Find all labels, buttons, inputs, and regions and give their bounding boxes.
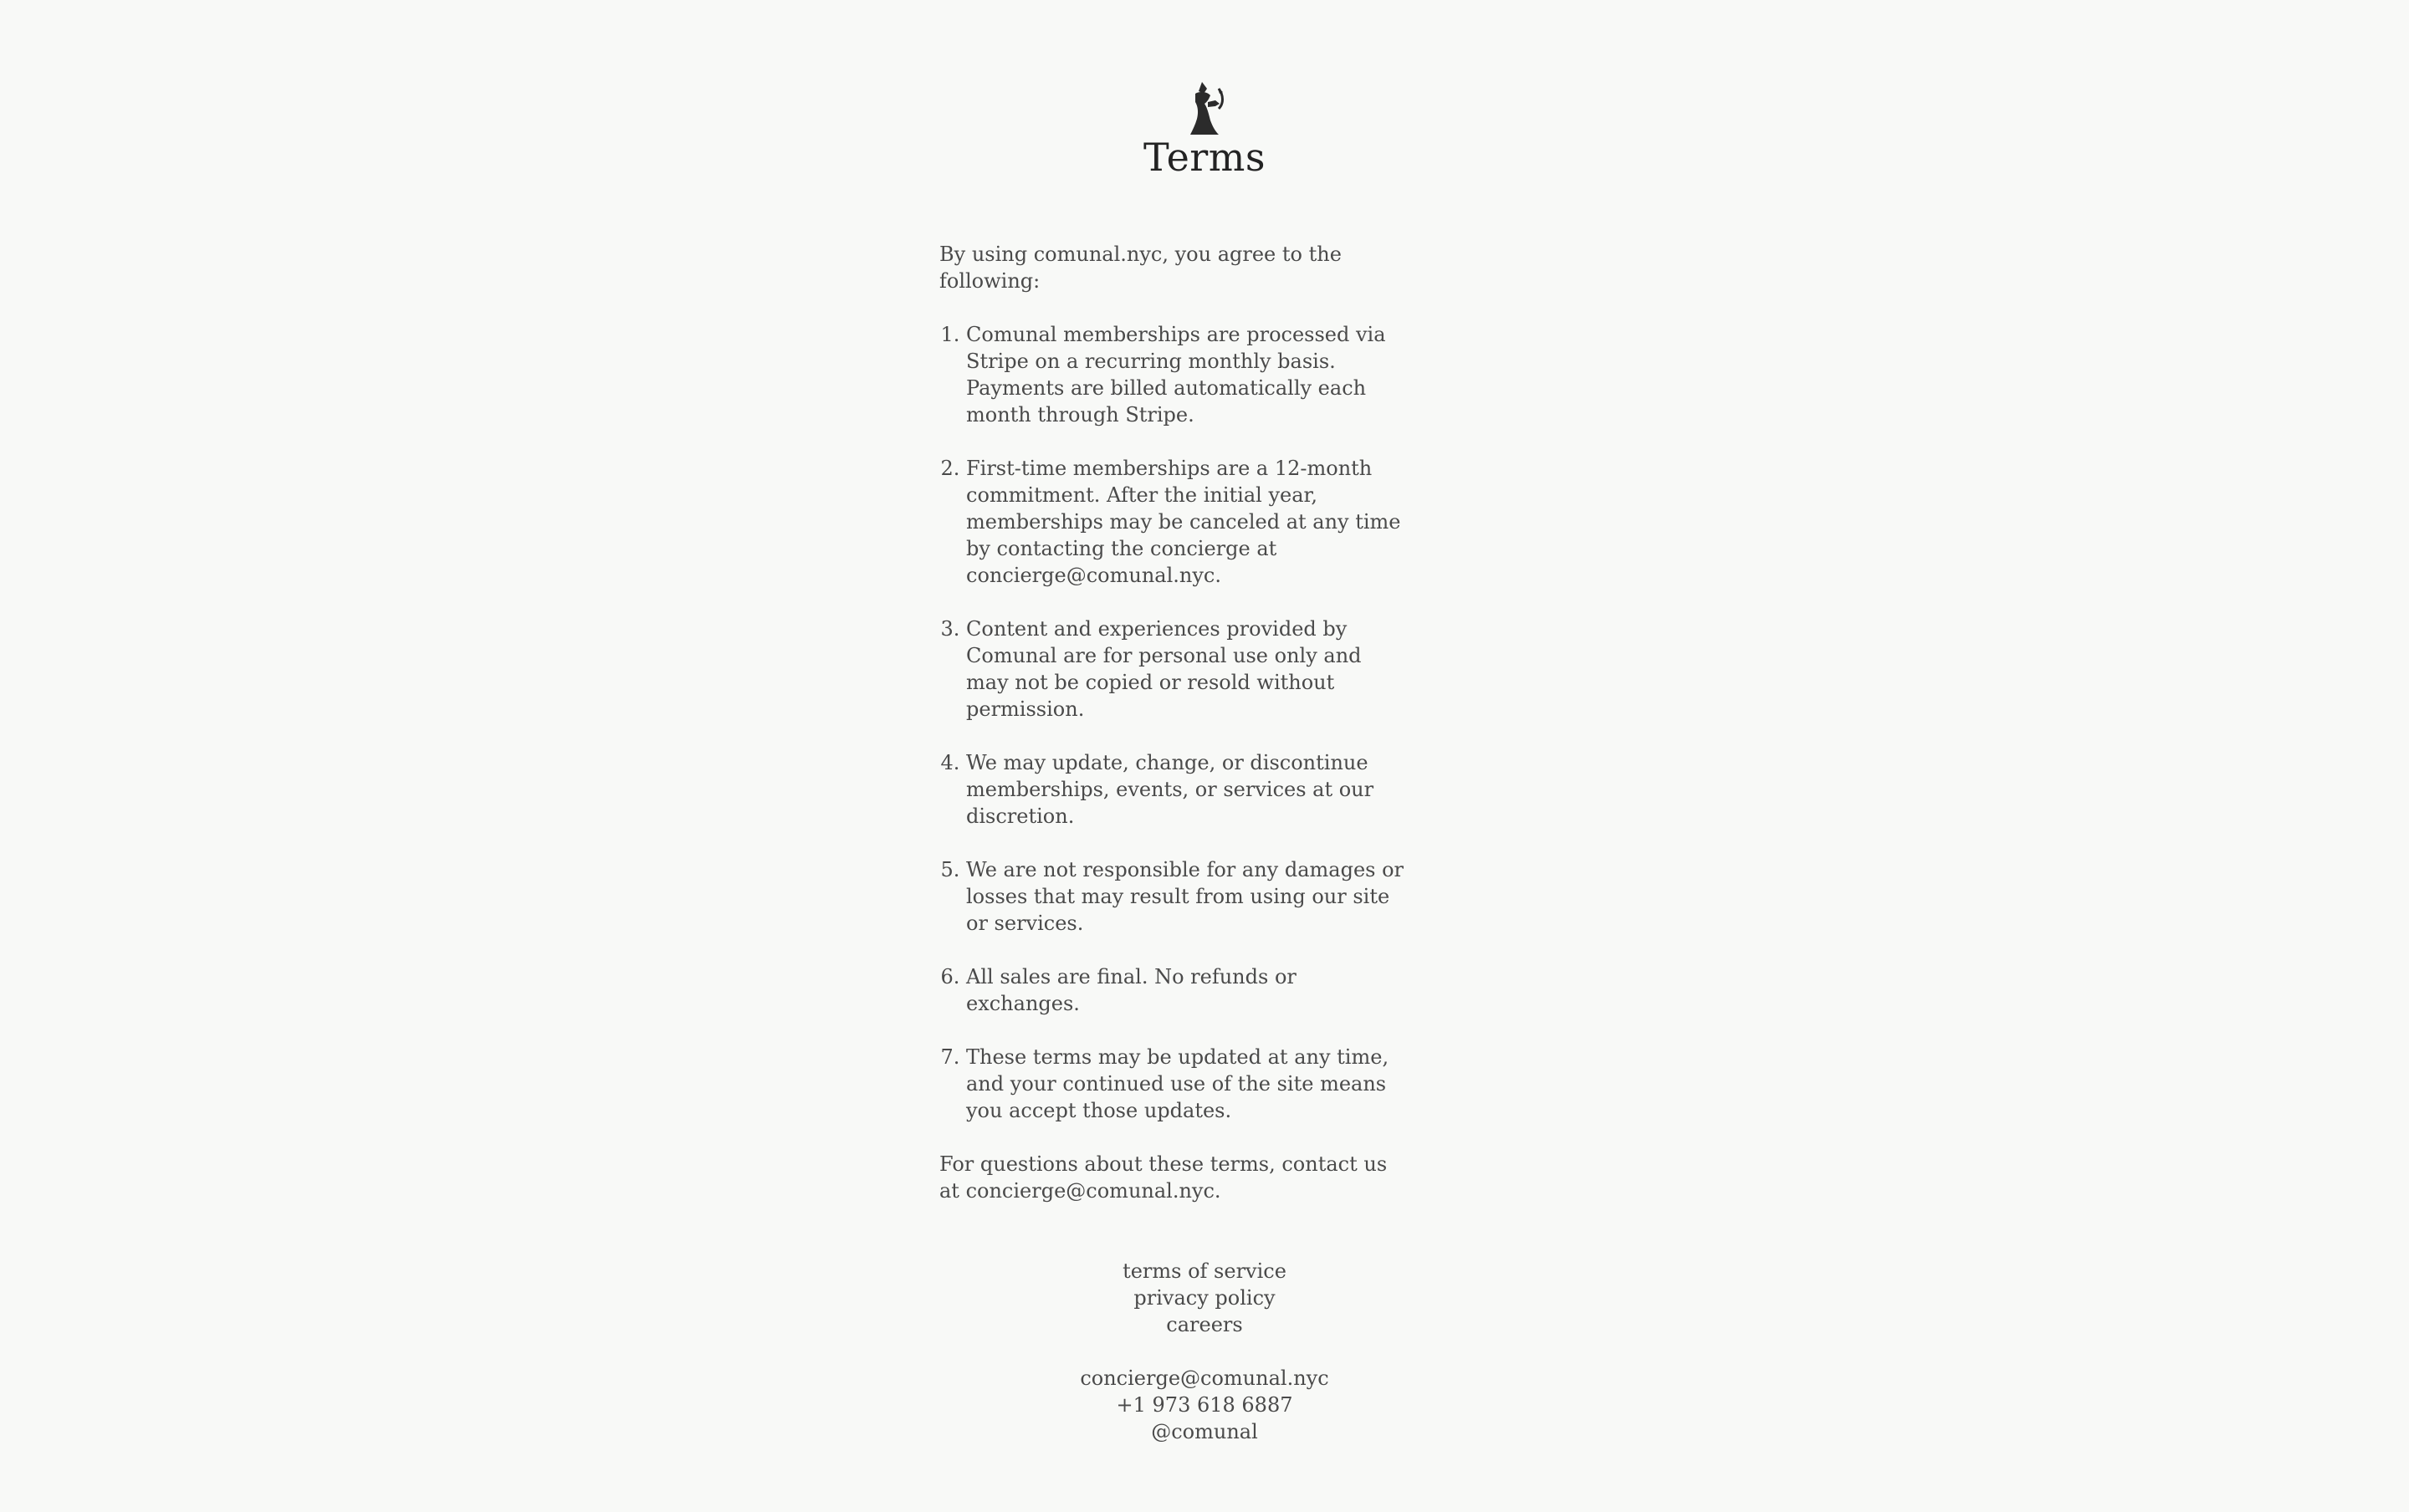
terms-of-service-link[interactable]: terms of service (1123, 1259, 1286, 1283)
site-footer (786, 1258, 1623, 1445)
privacy-policy-link[interactable]: privacy policy (1133, 1286, 1276, 1310)
terms-intro: By using comunal.nyc, you agree to the following: (939, 243, 1342, 293)
terms-list-item: 5. We are not responsible for any damages or losses that may result from using our site or services. (966, 856, 1408, 937)
footer-contacts (786, 1365, 1623, 1445)
contact-email: concierge@comunal.nyc (1080, 1366, 1329, 1390)
terms-list-item: 3. Content and experiences provided by Comunal are for personal use only and may not be copied or resold without permission. (966, 616, 1408, 723)
terms-list-item: 6. All sales are final. No refunds or exchanges. (966, 963, 1408, 1017)
terms-closing: For questions about these terms, contact us at concierge@comunal.nyc. (939, 1152, 1388, 1203)
careers-link[interactable]: careers (1166, 1313, 1243, 1336)
terms-list-item: 2. First-time memberships are a 12-month commitment. After the initial year, memberships may be canceled at any time by contacting the concierge at concierge@comunal.nyc. (966, 455, 1408, 589)
terms-list-item: 7. These terms may be updated at any time, and your continued use of the site means you accept those updates. (966, 1044, 1408, 1124)
page-title: Terms (1143, 135, 1266, 180)
terms-content (939, 241, 1408, 1204)
terms-page (786, 0, 1623, 1512)
contact-phone: +1 973 618 6887 (1116, 1393, 1293, 1417)
social-handle: @comunal (1151, 1420, 1258, 1443)
wizard-silhouette-icon (1175, 79, 1234, 137)
terms-list-item: 1. Comunal memberships are processed via Stripe on a recurring monthly basis. Payments are billed automatically each month through Stripe. (966, 321, 1408, 428)
terms-list-item: 4. We may update, change, or discontinue memberships, events, or services at our discretion. (966, 749, 1408, 830)
terms-list (939, 321, 1408, 1124)
